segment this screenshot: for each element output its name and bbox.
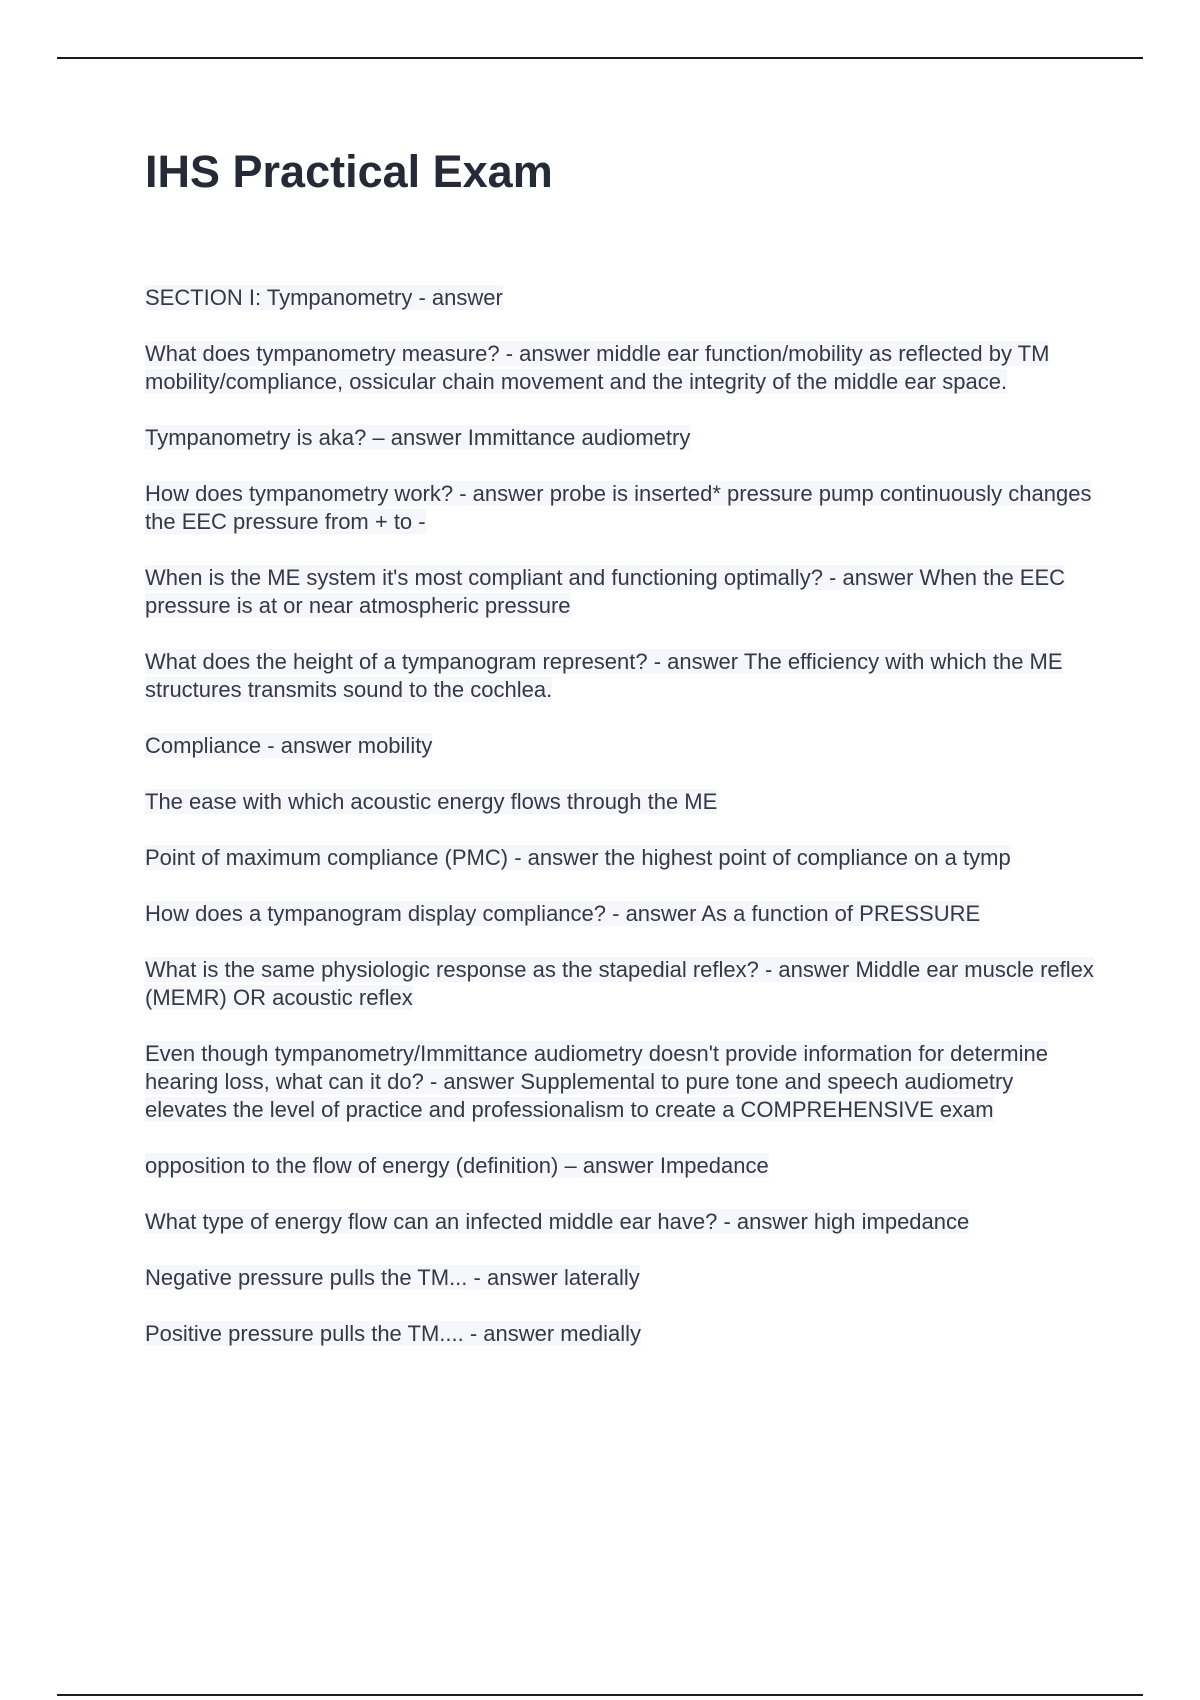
qa-item — [145, 340, 1095, 396]
qa-item — [145, 956, 1095, 1012]
qa-text: Positive pressure pulls the TM.... - answer medially — [145, 1321, 641, 1346]
qa-item — [145, 1320, 1095, 1348]
top-rule — [57, 57, 1143, 59]
qa-text: opposition to the flow of energy (definition) – answer Impedance — [145, 1153, 769, 1178]
qa-text: The ease with which acoustic energy flows through the ME — [145, 789, 718, 814]
qa-text: Compliance - answer mobility — [145, 733, 433, 758]
qa-text: Negative pressure pulls the TM... - answer laterally — [145, 1265, 640, 1290]
qa-item — [145, 1152, 1095, 1180]
qa-item — [145, 1264, 1095, 1292]
document-title: IHS Practical Exam — [145, 146, 553, 197]
qa-item — [145, 844, 1095, 872]
qa-text: What does tympanometry measure? - answer middle ear function/mobility as reflected by TM mobility/compliance, ossicular chain movement and the integrity of the middle ear space. — [145, 341, 1050, 394]
qa-item — [145, 480, 1095, 536]
qa-item — [145, 564, 1095, 620]
qa-text: When is the ME system it's most compliant and functioning optimally? - answer When the EEC pressure is at or near atmospheric pressure — [145, 565, 1066, 618]
qa-text: Even though tympanometry/Immittance audiometry doesn't provide information for determine hearing loss, what can it do? - answer Supplemental to pure tone and speech audiometry elevates the level of practice and professionalism to create a COMPREHENSIVE exam — [145, 1041, 1048, 1122]
qa-text: How does a tympanogram display compliance? - answer As a function of PRESSURE — [145, 901, 981, 926]
qa-text: How does tympanometry work? - answer probe is inserted* pressure pump continuously changes the EEC pressure from + to - — [145, 481, 1092, 534]
qa-item — [145, 648, 1095, 704]
qa-text: What is the same physiologic response as the stapedial reflex? - answer Middle ear muscle reflex (MEMR) OR acoustic reflex — [145, 957, 1094, 1010]
bottom-rule — [57, 1694, 1143, 1696]
qa-text: Point of maximum compliance (PMC) - answer the highest point of compliance on a tymp — [145, 845, 1011, 870]
qa-list — [145, 284, 1095, 1376]
qa-item — [145, 1208, 1095, 1236]
qa-item — [145, 1040, 1095, 1124]
qa-text: What type of energy flow can an infected middle ear have? - answer high impedance — [145, 1209, 970, 1234]
qa-item — [145, 424, 1095, 452]
qa-text: What does the height of a tympanogram represent? - answer The efficiency with which the ME structures transmits sound to the cochlea. — [145, 649, 1063, 702]
qa-item — [145, 788, 1095, 816]
qa-text: SECTION I: Tympanometry - answer — [145, 285, 503, 310]
section-heading — [145, 284, 1095, 312]
qa-item — [145, 900, 1095, 928]
qa-text: Tympanometry is aka? – answer Immittance audiometry — [145, 425, 691, 450]
qa-item — [145, 732, 1095, 760]
